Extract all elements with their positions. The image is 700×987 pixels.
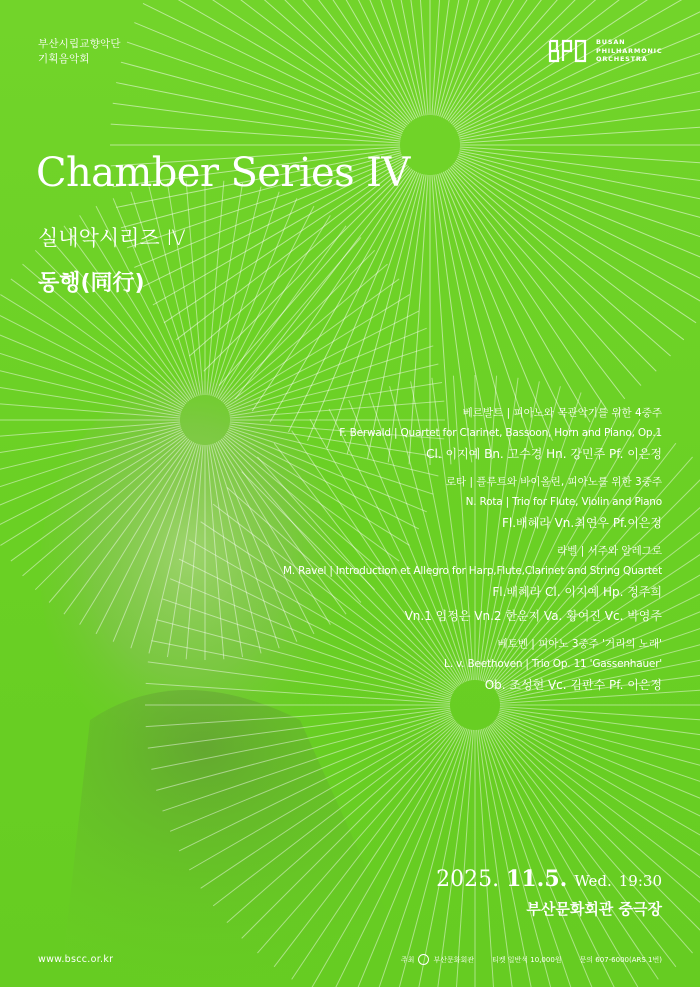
concert-theme: 동행(同行) [38,271,145,296]
bpo-logo-icon [548,39,588,63]
burst-ray [447,170,608,411]
piece-korean-title: 베토벤 | 피아노 3중주 '거리의 노래' [497,638,662,650]
burst-ray [485,728,602,987]
program-item [22,475,662,531]
program-item [22,637,662,693]
burst-ray [116,83,400,140]
organizer-line1: 부산시립교향악단 [38,38,121,50]
burst-ray [450,168,641,386]
burst-ray [477,730,497,987]
burst-ray [149,187,199,396]
inquiry-phone: 문의 607-6000(ARS 1번) [579,955,662,964]
host-label: 주최 [400,955,415,964]
burst-ray [153,0,404,130]
piece-performers: Vn.1 임정은 Vn.2 한운지 Va. 황여진 Vc. 박영주 [404,609,662,623]
program-list [22,406,662,706]
logo-text [596,38,662,64]
host-name: 부산문화회관 [433,955,475,964]
ticket-price: 티켓 일반석 10,000원 [492,955,562,964]
burst-ray [459,151,700,208]
burst-ray [454,163,684,340]
burst-ray [483,729,581,987]
piece-english-title: M. Ravel | Introduction et Allegro for Harp,Flute,Clarinet and String Quartet [282,565,662,577]
burst-ray [490,725,676,967]
organizer-line2: 기획음악회 [38,53,90,65]
burst-ray [448,169,625,399]
burst-ray [457,3,700,131]
piece-korean-title: 라벨 | 서주와 알레그로 [557,545,662,557]
website-link[interactable]: www.bscc.or.kr [38,954,114,965]
concert-title: Chamber Series IV [36,150,410,196]
date-month-day: 11.5. [506,866,568,892]
logo-line2: PHILHARMONIC [596,46,663,55]
date-time: 19:30 [618,872,662,890]
burst-ray [223,250,375,402]
burst-ray [456,0,700,130]
logo-mark-text: BPO [568,52,571,54]
burst-ray [459,153,700,228]
burst-ray [270,0,415,119]
concert-venue: 부산문화회관 중극장 [526,900,662,918]
host [401,954,474,965]
burst-ray [134,23,402,134]
piece-english-title: N. Rota | Trio for Flute, Violin and Piano [465,496,662,508]
burst-ray [164,0,405,128]
piece-performers: Fl.배혜라 Cl. 이지예 Hp. 정주희 [492,585,662,599]
burst-ray [11,279,185,405]
program-item [22,406,662,462]
program-item [22,544,662,624]
logo-line1: BUSAN [596,38,626,46]
burst-ray [218,215,330,398]
burst-ray [308,173,419,441]
piece-english-title: L. v. Beethoven | Trio Op. 11 'Gassenhauer' [444,658,662,670]
culture-center-logo-icon [418,954,429,965]
burst-ray [0,295,183,407]
footer-info [401,954,662,965]
burst-ray [459,62,700,137]
burst-ray [453,165,671,356]
piece-performers: Ob. 조성현 Vc. 김판수 Pf. 이은정 [484,678,662,692]
burst-ray [453,730,473,987]
burst-ray [111,124,400,143]
concert-subtitle: 실내악시리즈 Ⅳ [38,226,186,250]
burst-ray [226,295,409,407]
burst-ray [457,158,700,286]
piece-english-title: F. Berwald | Quartet for Clarinet, Bassoon, Horn and Piano, Op.1 [339,427,662,439]
piece-korean-title: 베르발트 | 피아노와 목관악기를 위한 4중주 [462,407,662,419]
burst-ray [211,187,261,396]
burst-ray [488,727,641,987]
burst-ray [127,42,402,135]
burst-ray [455,162,696,323]
orchestra-logo [548,38,662,64]
date-weekday: Wed. [574,872,612,890]
concert-date [436,866,662,892]
burst-ray [167,183,201,395]
burst-ray [456,160,700,305]
organizer [38,37,121,67]
burst-ray [500,710,700,770]
piece-korean-title: 로타 | 플루트와 바이올린, 피아노를 위한 3중주 [445,476,662,488]
burst-ray [486,727,621,987]
burst-ray [252,170,413,411]
piece-performers: Fl.배혜라 Vn.최연우 Pf.이은정 [501,516,662,530]
burst-ray [459,83,700,140]
piece-performers: Cl. 이지예 Bn. 고수경 Hn. 강민주 Pf. 이은정 [426,447,662,461]
date-year: 2025. [436,867,500,892]
burst-ray [455,0,696,128]
burst-ray [235,0,412,121]
burst-ray [186,181,203,395]
logo-line3: ORCHESTRA [596,55,648,63]
burst-ray [481,729,560,987]
burst-ray [215,198,297,397]
burst-ray [458,156,700,267]
burst-ray [207,181,224,395]
